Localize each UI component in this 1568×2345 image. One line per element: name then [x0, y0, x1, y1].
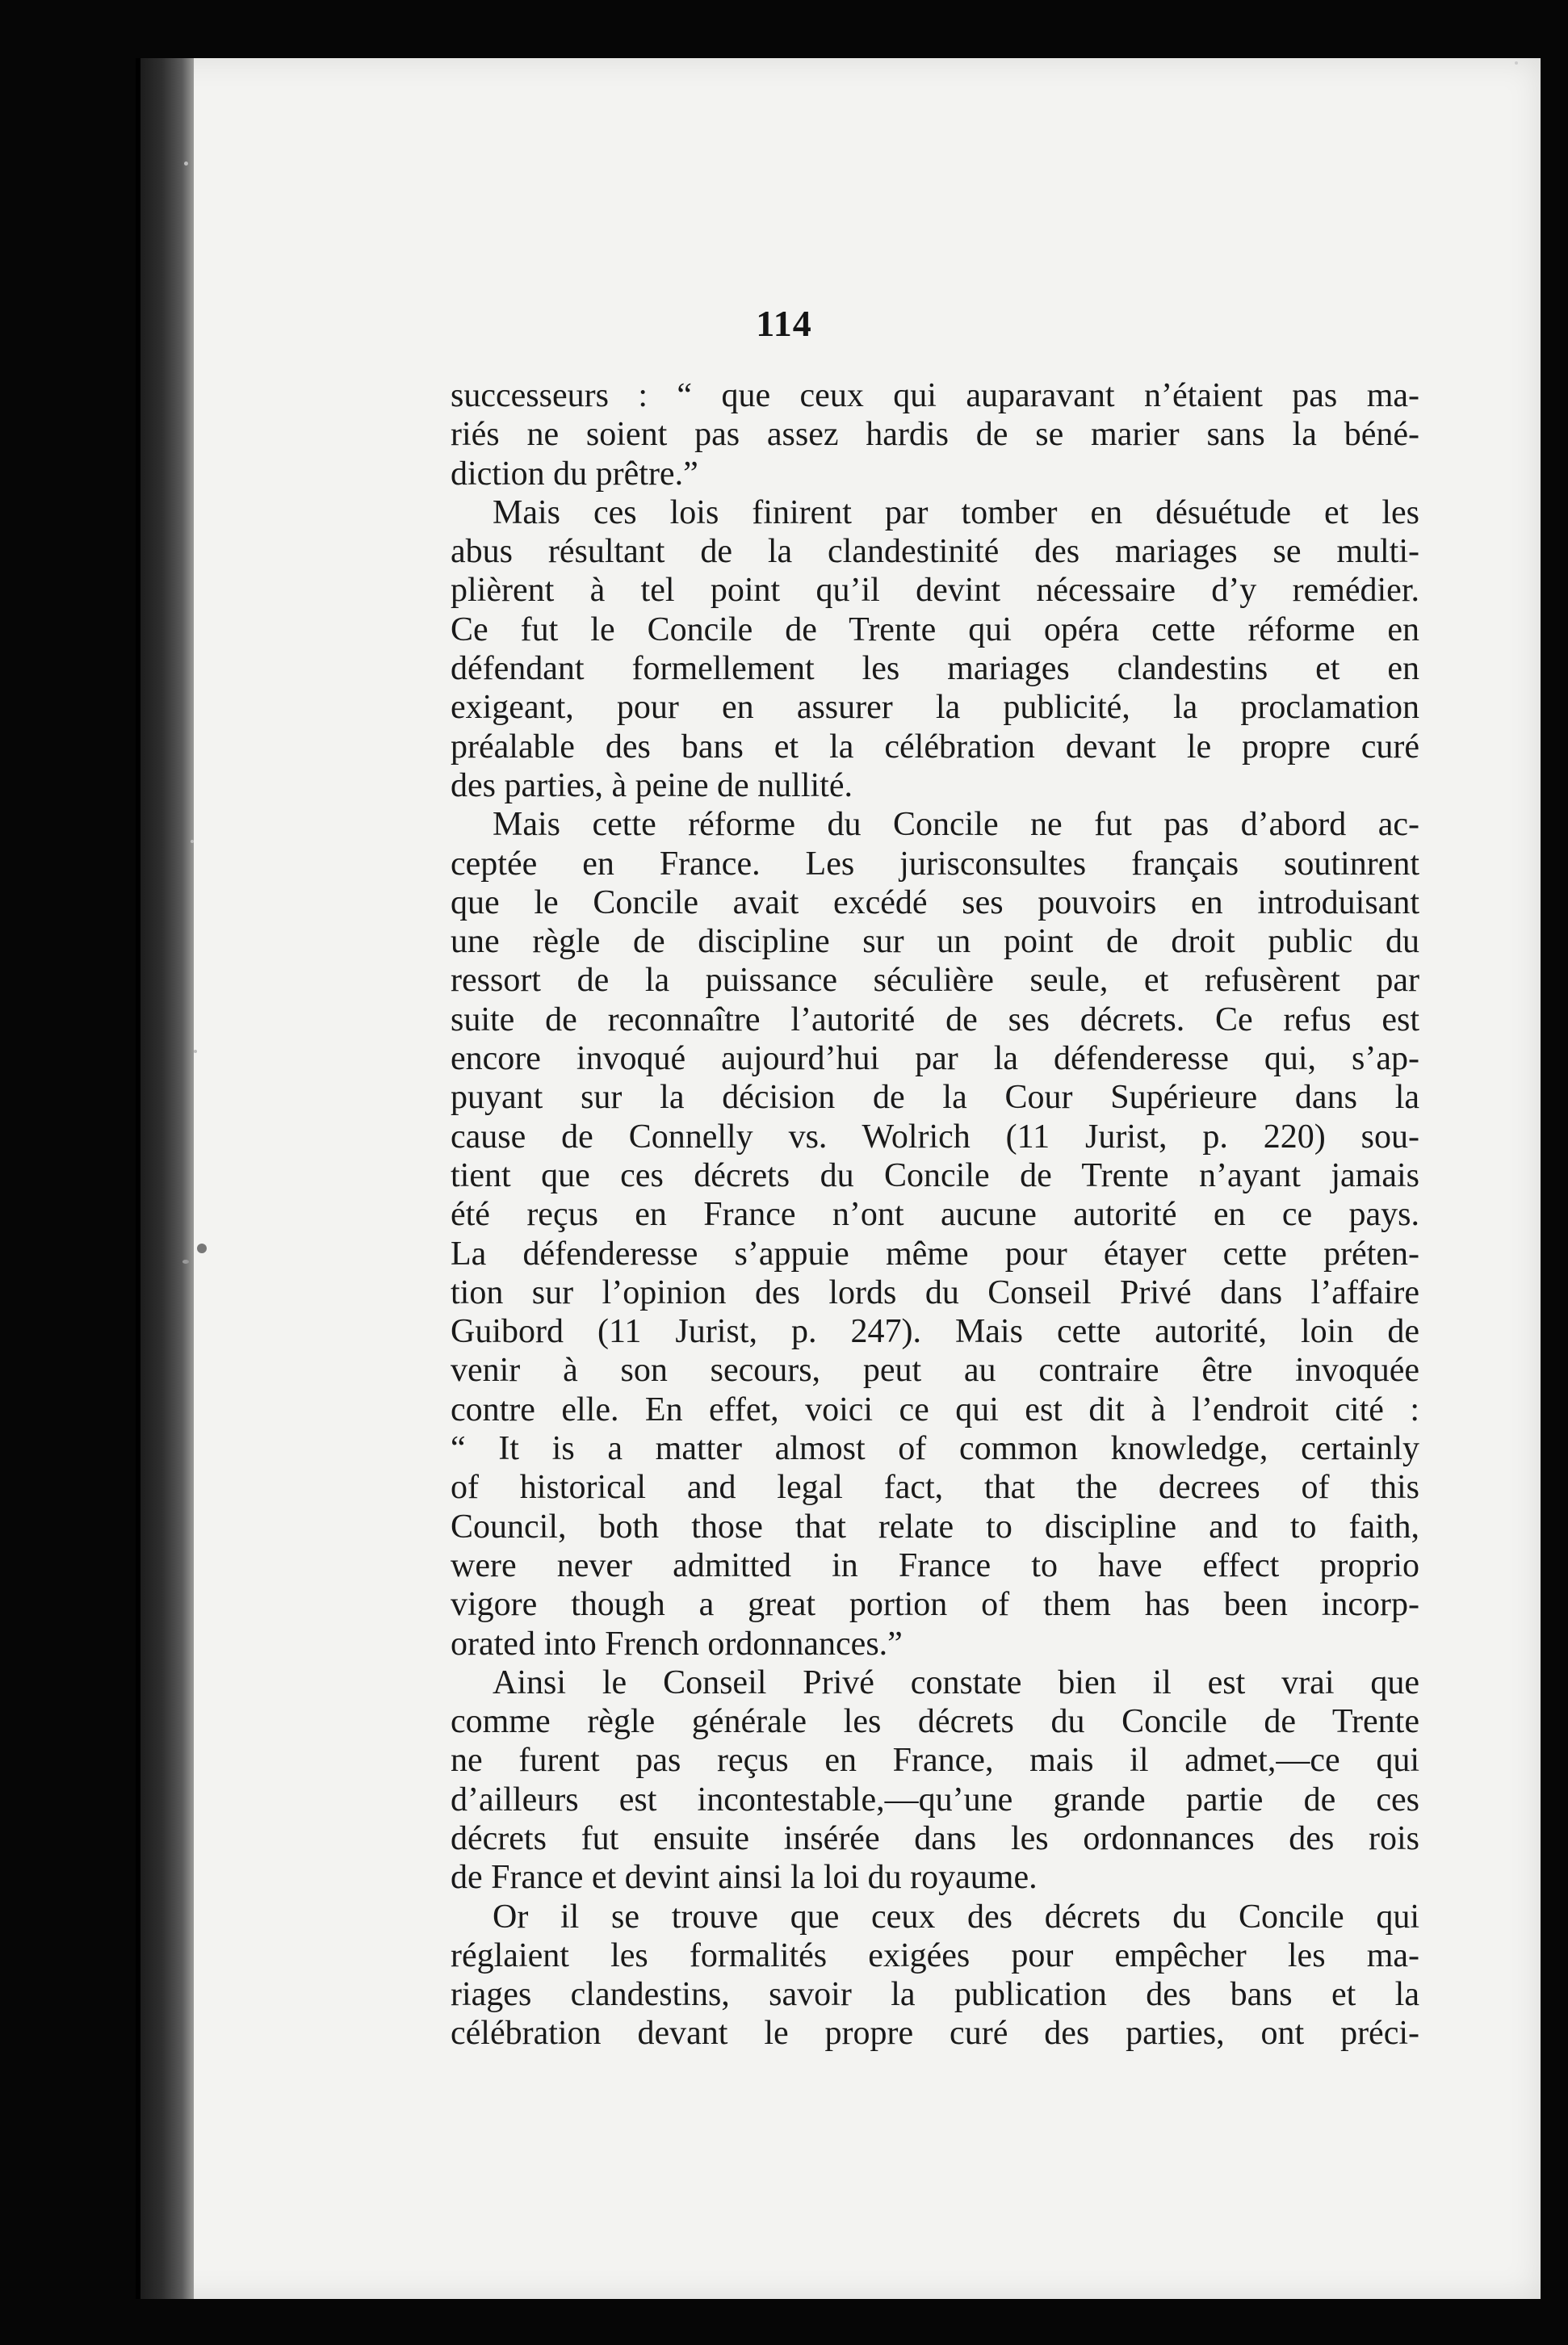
- body-text: [451, 376, 1419, 2053]
- text-line: La défenderesse s’appuie même pour étayer cette préten-: [451, 1235, 1419, 1273]
- text-line: préalable des bans et la célébration devant le propre curé: [451, 728, 1419, 766]
- text-line: été reçus en France n’ont aucune autorité en ce pays.: [451, 1196, 1419, 1234]
- text-line: plièrent à tel point qu’il devint nécessaire d’y remédier.: [451, 572, 1419, 610]
- text-line: tient que ces décrets du Concile de Trente n’ayant jamais: [451, 1156, 1419, 1194]
- paper-speck: [197, 1244, 207, 1253]
- text-line: Mais cette réforme du Concile ne fut pas d’abord ac-: [493, 806, 1419, 844]
- text-line: vigore though a great portion of them has been incorp-: [451, 1586, 1419, 1624]
- text-line: une règle de discipline sur un point de droit public du: [451, 923, 1419, 961]
- text-line: exigeant, pour en assurer la publicité, la proclamation: [451, 689, 1419, 727]
- text-line: tion sur l’opinion des lords du Conseil Privé dans l’affaire: [451, 1273, 1419, 1311]
- text-line: que le Concile avait excédé ses pouvoirs en introduisant: [451, 883, 1419, 921]
- text-line: contre elle. En effet, voici ce qui est dit à l’endroit cité :: [451, 1391, 1419, 1428]
- binding-edge: [136, 58, 140, 2299]
- text-line: puyant sur la décision de la Cour Supérieure dans la: [451, 1079, 1419, 1117]
- text-line: Ainsi le Conseil Privé constate bien il est vrai que: [493, 1663, 1419, 1701]
- text-line: comme règle générale les décrets du Concile de Trente: [451, 1703, 1419, 1741]
- text-line: of historical and legal fact, that the decrees of this: [451, 1469, 1419, 1507]
- text-line: des parties, à peine de nullité.: [451, 766, 853, 804]
- text-line: célébration devant le propre curé des parties, ont préci-: [451, 2015, 1419, 2053]
- text-line: cause de Connelly vs. Wolrich (11 Jurist, p. 220) sou-: [451, 1118, 1419, 1156]
- text-line: ressort de la puissance séculière seule, et refusèrent par: [451, 962, 1419, 1000]
- paper-speck: [184, 162, 188, 166]
- text-line: Guibord (11 Jurist, p. 247). Mais cette autorité, loin de: [451, 1313, 1419, 1351]
- text-line: encore invoqué aujourd’hui par la défenderesse qui, s’ap-: [451, 1040, 1419, 1078]
- text-line: ne furent pas reçus en France, mais il admet,—ce qui: [451, 1742, 1419, 1780]
- text-line: suite de reconnaître l’autorité de ses décrets. Ce refus est: [451, 1001, 1419, 1038]
- text-line: venir à son secours, peut au contraire être invoquée: [451, 1352, 1419, 1390]
- text-line: Council, both those that relate to discipline and to faith,: [451, 1508, 1419, 1546]
- text-line: were never admitted in France to have effect proprio: [451, 1546, 1419, 1584]
- text-line: riés ne soient pas assez hardis de se marier sans la béné-: [451, 416, 1419, 454]
- text-line: d’ailleurs est incontestable,—qu’une grande partie de ces: [451, 1781, 1419, 1819]
- page-number: 114: [756, 303, 812, 344]
- text-line: riages clandestins, savoir la publication des bans et la: [451, 1976, 1419, 2014]
- text-line: réglaient les formalités exigées pour empêcher les ma-: [451, 1936, 1419, 1974]
- paper-speck: [1515, 61, 1518, 65]
- text-line: défendant formellement les mariages clandestins et en: [451, 650, 1419, 688]
- text-line: décrets fut ensuite insérée dans les ordonnances des rois: [451, 1819, 1419, 1857]
- text-line: Ce fut le Concile de Trente qui opéra cette réforme en: [451, 610, 1419, 648]
- paper-speck: [194, 1050, 197, 1053]
- text-line: “ It is a matter almost of common knowledge, certainly: [451, 1430, 1419, 1468]
- text-line: orated into French ordonnances.”: [451, 1625, 903, 1663]
- text-line: diction du prêtre.”: [451, 455, 698, 493]
- text-line: Or il se trouve que ceux des décrets du Concile qui: [493, 1898, 1419, 1936]
- binding-gutter-shadow: [136, 58, 194, 2299]
- text-line: successeurs : “ que ceux qui auparavant n’étaient pas ma-: [451, 377, 1419, 414]
- text-line: abus résultant de la clandestinité des mariages se multi-: [451, 533, 1419, 571]
- text-line: Mais ces lois finirent par tomber en désuétude et les: [493, 493, 1419, 531]
- text-line: ceptée en France. Les jurisconsultes français soutinrent: [451, 845, 1419, 883]
- paper-speck: [191, 840, 194, 843]
- paper-speck: [182, 1260, 189, 1264]
- text-line: de France et devint ainsi la loi du royaume.: [451, 1859, 1038, 1897]
